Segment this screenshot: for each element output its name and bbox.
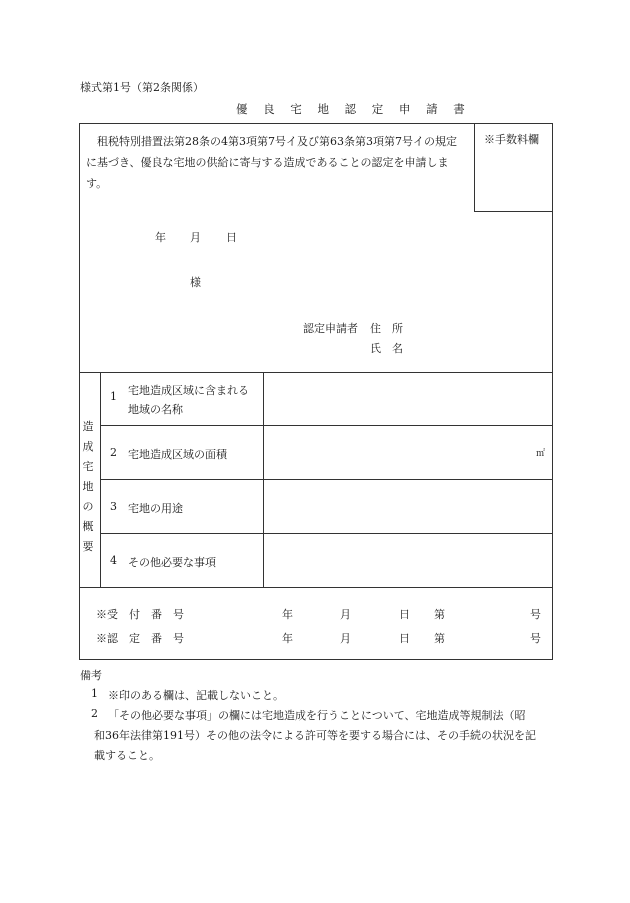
- addressee-suffix: 様: [190, 276, 201, 289]
- row-label-continued: 地域の名称: [128, 403, 183, 416]
- date-month-label: 月: [190, 231, 201, 244]
- fee-box-label: ※手数料欄: [484, 133, 539, 146]
- area-unit: ㎡: [536, 449, 546, 459]
- row-label: 宅地造成区域の面積: [128, 448, 227, 461]
- application-statement: 租税特別措置法第28条の4第3項第7号イ及び第63条第3項第7号イの規定 に基づき、優良な宅地の供給に寄与する造成であることの認定を申請しま す。: [86, 135, 457, 190]
- row-label: 宅地の用途: [128, 502, 183, 515]
- form-number: 様式第1号（第2条関係）: [80, 81, 204, 94]
- applicant-name-label: 氏 名: [370, 342, 403, 355]
- row-number: 2: [110, 446, 117, 459]
- page-title: 優 良 宅 地 認 定 申 請 書: [236, 102, 471, 116]
- date-year-label: 年: [155, 231, 166, 244]
- row-number: 3: [110, 500, 117, 513]
- row-label: その他必要な事項: [128, 556, 216, 569]
- applicant-address-label: 住 所: [370, 322, 403, 335]
- notes-heading: 備考: [80, 669, 102, 682]
- row-number: 1: [110, 390, 117, 403]
- row-label: 宅地造成区域に含まれる: [128, 384, 249, 397]
- applicant-label: 認定申請者: [303, 322, 358, 335]
- row-number: 4: [110, 554, 117, 567]
- date-day-label: 日: [226, 231, 237, 244]
